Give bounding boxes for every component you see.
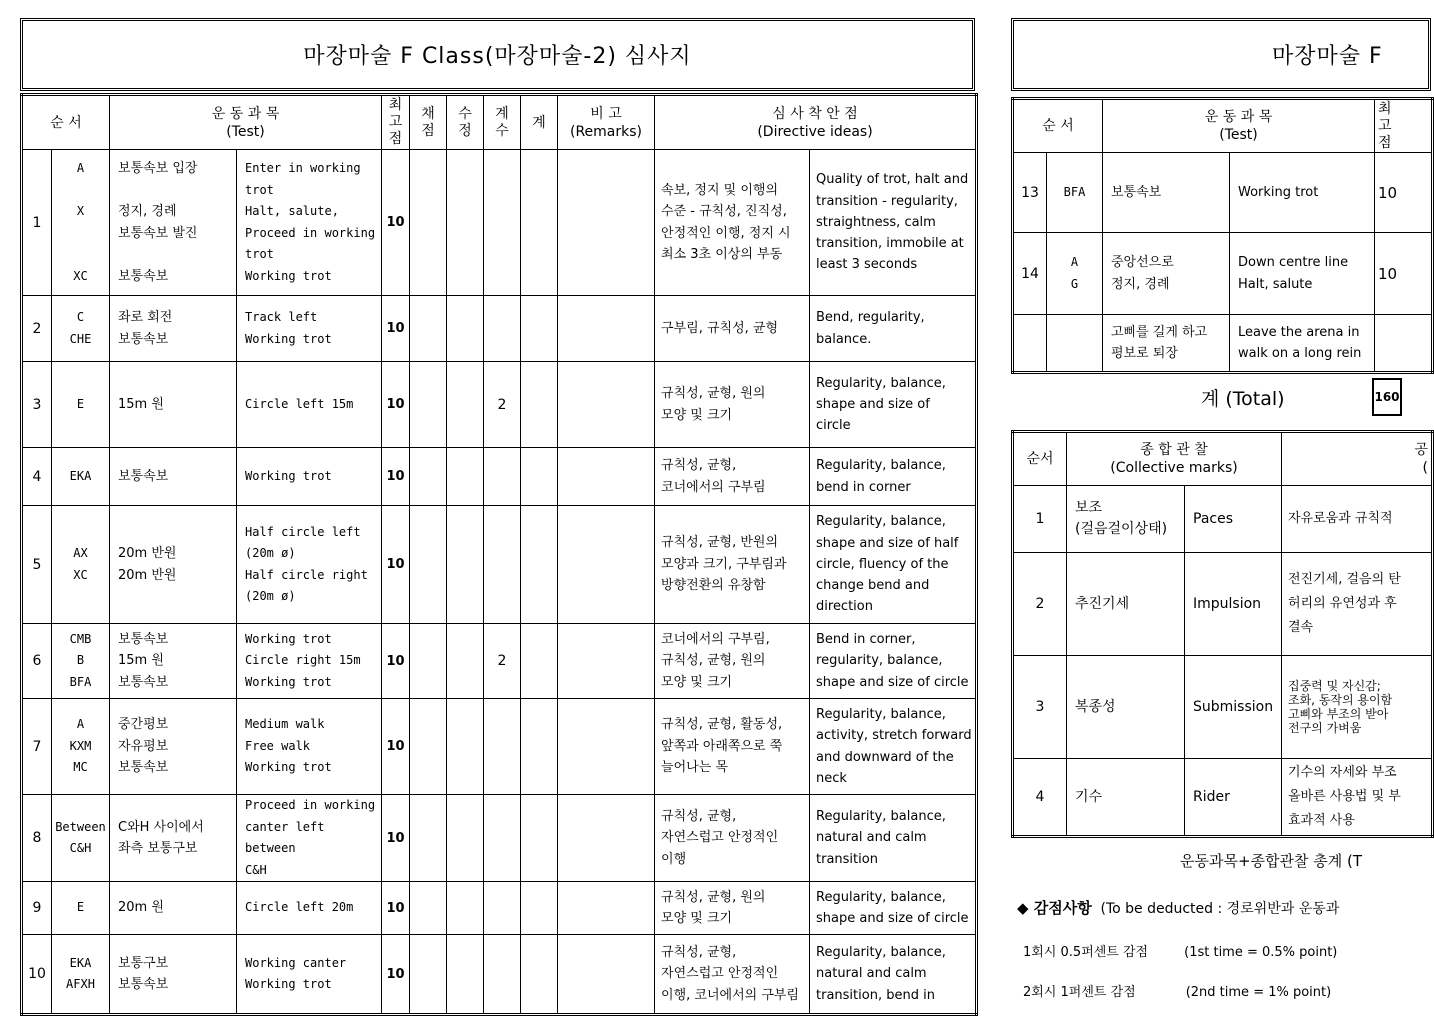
row-test-ko: 중앙선으로 정지, 경례 <box>1103 233 1230 315</box>
row-max: 10 <box>382 448 410 506</box>
row-number: 3 <box>22 362 52 448</box>
deduction-line <box>1017 897 1339 918</box>
row-directive-en: Regularity, balance, shape and size of circle <box>810 362 977 448</box>
row-coef <box>484 150 521 296</box>
header-coef: 계 수 <box>484 95 521 150</box>
deduction-title: ◆ 감점사항 <box>1017 899 1092 917</box>
row-test-en: Half circle left (20m ø) Half circle right (20m ø) <box>237 506 382 624</box>
row-total-cell[interactable] <box>521 506 558 624</box>
row-number: 6 <box>22 624 52 699</box>
row-number <box>1013 315 1047 373</box>
row-coef <box>484 795 521 882</box>
row-number: 5 <box>22 506 52 624</box>
header-test: 운 동 과 목 (Test) <box>1103 99 1375 153</box>
row-directive-en: Quality of trot, halt and transition - regularity, straightness, calm transition, immobile at least 3 seconds <box>810 150 977 296</box>
row-test-ko: 좌로 회전 보통속보 <box>110 296 237 362</box>
row-remarks-cell[interactable] <box>558 362 655 448</box>
row-total-cell[interactable] <box>521 362 558 448</box>
row-number: 1 <box>22 150 52 296</box>
row-total-cell[interactable] <box>521 795 558 882</box>
row-correct-cell[interactable] <box>447 506 484 624</box>
row-score-cell[interactable] <box>410 150 447 296</box>
row-directive-en: Bend in corner, regularity, balance, shape and size of circle <box>810 624 977 699</box>
row-remarks-cell[interactable] <box>558 882 655 935</box>
row-remarks-cell[interactable] <box>558 448 655 506</box>
row-max: 10 <box>382 506 410 624</box>
row-correct-cell[interactable] <box>447 699 484 795</box>
row-test-en: Circle left 15m <box>237 362 382 448</box>
header-correct: 수 정 <box>447 95 484 150</box>
collective-row <box>1013 656 1433 759</box>
row-test-en: Circle left 20m <box>237 882 382 935</box>
table-row <box>22 362 977 448</box>
row-correct-cell[interactable] <box>447 882 484 935</box>
row-directive-en: Regularity, balance, natural and calm transition <box>810 795 977 882</box>
left-title: 마장마술 F Class(마장마술-2) 심사지 <box>20 18 975 91</box>
row-test-ko: 15m 원 <box>110 362 237 448</box>
row-score-cell[interactable] <box>410 795 447 882</box>
row-max <box>1375 315 1433 373</box>
row-test-en: Leave the arena in walk on a long rein <box>1230 315 1375 373</box>
row-score-cell[interactable] <box>410 506 447 624</box>
row-test-en: Medium walk Free walk Working trot <box>237 699 382 795</box>
row-remarks-cell[interactable] <box>558 150 655 296</box>
header-test: 운 동 과 목 (Test) <box>110 95 382 150</box>
row-directive-en: Regularity, balance, shape and size of circle <box>810 882 977 935</box>
header-score: 채 점 <box>410 95 447 150</box>
collective-ko: 기수 <box>1067 759 1185 837</box>
total-label: 계 (Total) <box>1201 388 1285 410</box>
header-directive: 심 사 착 안 점 (Directive ideas) <box>655 95 977 150</box>
row-number: 2 <box>22 296 52 362</box>
collective-en: Impulsion <box>1185 553 1282 656</box>
row-directive-ko: 규칙성, 균형, 자연스럽고 안정적인 이행, 코너에서의 구부림 <box>655 935 810 1015</box>
row-test-ko: 20m 반원 20m 반원 <box>110 506 237 624</box>
row-test-ko: C와H 사이에서 좌측 보통구보 <box>110 795 237 882</box>
row-position: EKA AFXH <box>52 935 110 1015</box>
row-test-ko: 20m 원 <box>110 882 237 935</box>
collective-table <box>1011 430 1434 838</box>
row-remarks-cell[interactable] <box>558 935 655 1015</box>
row-score-cell[interactable] <box>410 362 447 448</box>
row-position: AX XC <box>52 506 110 624</box>
row-directive-en: Regularity, balance, activity, stretch forward and downward of the neck <box>810 699 977 795</box>
row-max: 10 <box>382 935 410 1015</box>
table-row <box>22 624 977 699</box>
row-directive-ko: 규칙성, 균형, 활동성, 앞쪽과 아래쪽으로 쭉 늘어나는 목 <box>655 699 810 795</box>
table-row <box>22 506 977 624</box>
row-test-en: Working trot <box>237 448 382 506</box>
row-remarks-cell[interactable] <box>558 506 655 624</box>
row-score-cell[interactable] <box>410 882 447 935</box>
row-max: 10 <box>382 296 410 362</box>
collective-number: 1 <box>1013 486 1067 553</box>
collective-en: Rider <box>1185 759 1282 837</box>
deduction-1: 1회시 0.5퍼센트 감점 (1st time = 0.5% point) <box>1023 945 1338 960</box>
collective-row <box>1013 486 1433 553</box>
row-directive-ko: 규칙성, 균형, 자연스럽고 안정적인 이행 <box>655 795 810 882</box>
row-test-en: Enter in working trot Halt, salute, Proceed in working trot Working trot <box>237 150 382 296</box>
row-total-cell[interactable] <box>521 296 558 362</box>
collective-ko: 추진기세 <box>1067 553 1185 656</box>
row-total-cell[interactable] <box>521 448 558 506</box>
row-coef <box>484 935 521 1015</box>
deduction-sub: (To be deducted : 경로위반과 운동과 <box>1100 901 1340 917</box>
row-correct-cell[interactable] <box>447 150 484 296</box>
row-correct-cell[interactable] <box>447 448 484 506</box>
row-max: 10 <box>382 882 410 935</box>
header-remarks: 비 고 (Remarks) <box>558 95 655 150</box>
row-test-en: Track left Working trot <box>237 296 382 362</box>
row-test-ko: 중간평보 자유평보 보통속보 <box>110 699 237 795</box>
row-correct-cell[interactable] <box>447 624 484 699</box>
row-remarks-cell[interactable] <box>558 624 655 699</box>
table-row <box>1013 153 1433 233</box>
row-score-cell[interactable] <box>410 296 447 362</box>
row-coef <box>484 506 521 624</box>
row-directive-ko: 구부림, 규칙성, 균형 <box>655 296 810 362</box>
row-max: 10 <box>1375 233 1433 315</box>
collective-desc: 전진기세, 걸음의 탄 허리의 유연성과 후 결속 <box>1282 553 1433 656</box>
collective-ko: 복종성 <box>1067 656 1185 759</box>
table-row <box>22 150 977 296</box>
collective-desc: 기수의 자세와 부조 올바른 사용법 및 부 효과적 사용 <box>1282 759 1433 837</box>
row-position: Between C&H <box>52 795 110 882</box>
row-number: 13 <box>1013 153 1047 233</box>
row-max: 10 <box>1375 153 1433 233</box>
row-total-cell[interactable] <box>521 882 558 935</box>
table-row <box>1013 315 1433 373</box>
table-row <box>22 935 977 1015</box>
row-directive-ko: 규칙성, 균형, 반원의 모양과 크기, 구부림과 방향전환의 유창함 <box>655 506 810 624</box>
row-directive-ko: 코너에서의 구부림, 규칙성, 균형, 원의 모양 및 크기 <box>655 624 810 699</box>
row-coef: 2 <box>484 362 521 448</box>
row-total-cell[interactable] <box>521 935 558 1015</box>
row-position: C CHE <box>52 296 110 362</box>
row-score-cell[interactable] <box>410 699 447 795</box>
right-title: 마장마술 F <box>1011 18 1431 91</box>
collective-desc: 자유로움과 규칙적 <box>1282 486 1433 553</box>
collective-desc: 집중력 및 자신감; 조화, 동작의 용이함 고삐와 부조의 받아 전구의 가벼움 <box>1282 656 1433 759</box>
row-correct-cell[interactable] <box>447 795 484 882</box>
row-total-cell[interactable] <box>521 624 558 699</box>
row-correct-cell[interactable] <box>447 935 484 1015</box>
row-coef <box>484 699 521 795</box>
row-test-en: Working trot <box>1230 153 1375 233</box>
row-test-en: Working trot Circle right 15m Working trot <box>237 624 382 699</box>
table-row <box>22 296 977 362</box>
row-score-cell[interactable] <box>410 935 447 1015</box>
collective-number: 2 <box>1013 553 1067 656</box>
row-test-ko: 고삐를 길게 하고 평보로 퇴장 <box>1103 315 1230 373</box>
total-value: 160 <box>1372 378 1402 416</box>
table-row <box>22 448 977 506</box>
collective-order-header: 순서 <box>1013 432 1067 486</box>
header-max: 최 고 점 <box>1375 99 1433 153</box>
grand-total: 운동과목+종합관찰 총계 (T <box>1180 852 1363 870</box>
table-row <box>22 699 977 795</box>
row-number: 10 <box>22 935 52 1015</box>
row-number: 8 <box>22 795 52 882</box>
collective-row <box>1013 553 1433 656</box>
row-directive-ko: 규칙성, 균형, 원의 모양 및 크기 <box>655 362 810 448</box>
row-test-en: Working canter Working trot <box>237 935 382 1015</box>
row-position: E <box>52 362 110 448</box>
row-coef: 2 <box>484 624 521 699</box>
row-number: 4 <box>22 448 52 506</box>
row-max: 10 <box>382 624 410 699</box>
row-score-cell[interactable] <box>410 624 447 699</box>
collective-number: 3 <box>1013 656 1067 759</box>
row-position: EKA <box>52 448 110 506</box>
row-max: 10 <box>382 795 410 882</box>
row-directive-en: Regularity, balance, shape and size of half circle, fluency of the change bend and direction <box>810 506 977 624</box>
row-position: A KXM MC <box>52 699 110 795</box>
row-directive-ko: 속보, 정지 및 이행의 수준 - 규칙성, 진직성, 안정적인 이행, 정지 시 최소 3초 이상의 부동 <box>655 150 810 296</box>
row-position: A X XC <box>52 150 110 296</box>
header-order: 순 서 <box>1013 99 1103 153</box>
collective-header: 종 합 관 찰 (Collective marks) <box>1067 432 1282 486</box>
row-max: 10 <box>382 150 410 296</box>
row-test-en: Down centre line Halt, salute <box>1230 233 1375 315</box>
row-score-cell[interactable] <box>410 448 447 506</box>
row-max: 10 <box>382 699 410 795</box>
row-remarks-cell[interactable] <box>558 699 655 795</box>
row-position: A G <box>1047 233 1103 315</box>
row-coef <box>484 296 521 362</box>
row-total-cell[interactable] <box>521 150 558 296</box>
row-coef <box>484 448 521 506</box>
table-row <box>22 882 977 935</box>
collective-ko: 보조 (걸음걸이상태) <box>1067 486 1185 553</box>
row-test-ko: 보통속보 입장 정지, 경례 보통속보 발진 보통속보 <box>110 150 237 296</box>
row-directive-en: Regularity, balance, bend in corner <box>810 448 977 506</box>
row-test-ko: 보통속보 <box>110 448 237 506</box>
row-max: 10 <box>382 362 410 448</box>
row-directive-en: Bend, regularity, balance. <box>810 296 977 362</box>
collective-col3-header: 공 ( <box>1282 432 1433 486</box>
row-position: BFA <box>1047 153 1103 233</box>
collective-row <box>1013 759 1433 837</box>
row-number: 14 <box>1013 233 1047 315</box>
row-coef <box>484 882 521 935</box>
row-correct-cell[interactable] <box>447 362 484 448</box>
row-test-ko: 보통속보 <box>1103 153 1230 233</box>
row-total-cell[interactable] <box>521 699 558 795</box>
table-row <box>1013 233 1433 315</box>
row-correct-cell[interactable] <box>447 296 484 362</box>
row-position <box>1047 315 1103 373</box>
row-number: 7 <box>22 699 52 795</box>
collective-en: Paces <box>1185 486 1282 553</box>
header-order: 순 서 <box>22 95 110 150</box>
row-directive-en: Regularity, balance, natural and calm transition, bend in <box>810 935 977 1015</box>
row-position: CMB B BFA <box>52 624 110 699</box>
row-directive-ko: 규칙성, 균형, 코너에서의 구부림 <box>655 448 810 506</box>
row-test-en: Proceed in working canter left between C&H <box>237 795 382 882</box>
row-test-ko: 보통구보 보통속보 <box>110 935 237 1015</box>
collective-en: Submission <box>1185 656 1282 759</box>
row-directive-ko: 규칙성, 균형, 원의 모양 및 크기 <box>655 882 810 935</box>
table-row <box>22 795 977 882</box>
deduction-2: 2회시 1퍼센트 감점 (2nd time = 1% point) <box>1023 985 1332 1000</box>
collective-number: 4 <box>1013 759 1067 837</box>
row-remarks-cell[interactable] <box>558 296 655 362</box>
header-total: 계 <box>521 95 558 150</box>
row-test-ko: 보통속보 15m 원 보통속보 <box>110 624 237 699</box>
row-number: 9 <box>22 882 52 935</box>
row-position: E <box>52 882 110 935</box>
row-remarks-cell[interactable] <box>558 795 655 882</box>
test-table <box>20 93 978 1016</box>
test-table-right <box>1011 97 1434 374</box>
header-max: 최 고 점 <box>382 95 410 150</box>
